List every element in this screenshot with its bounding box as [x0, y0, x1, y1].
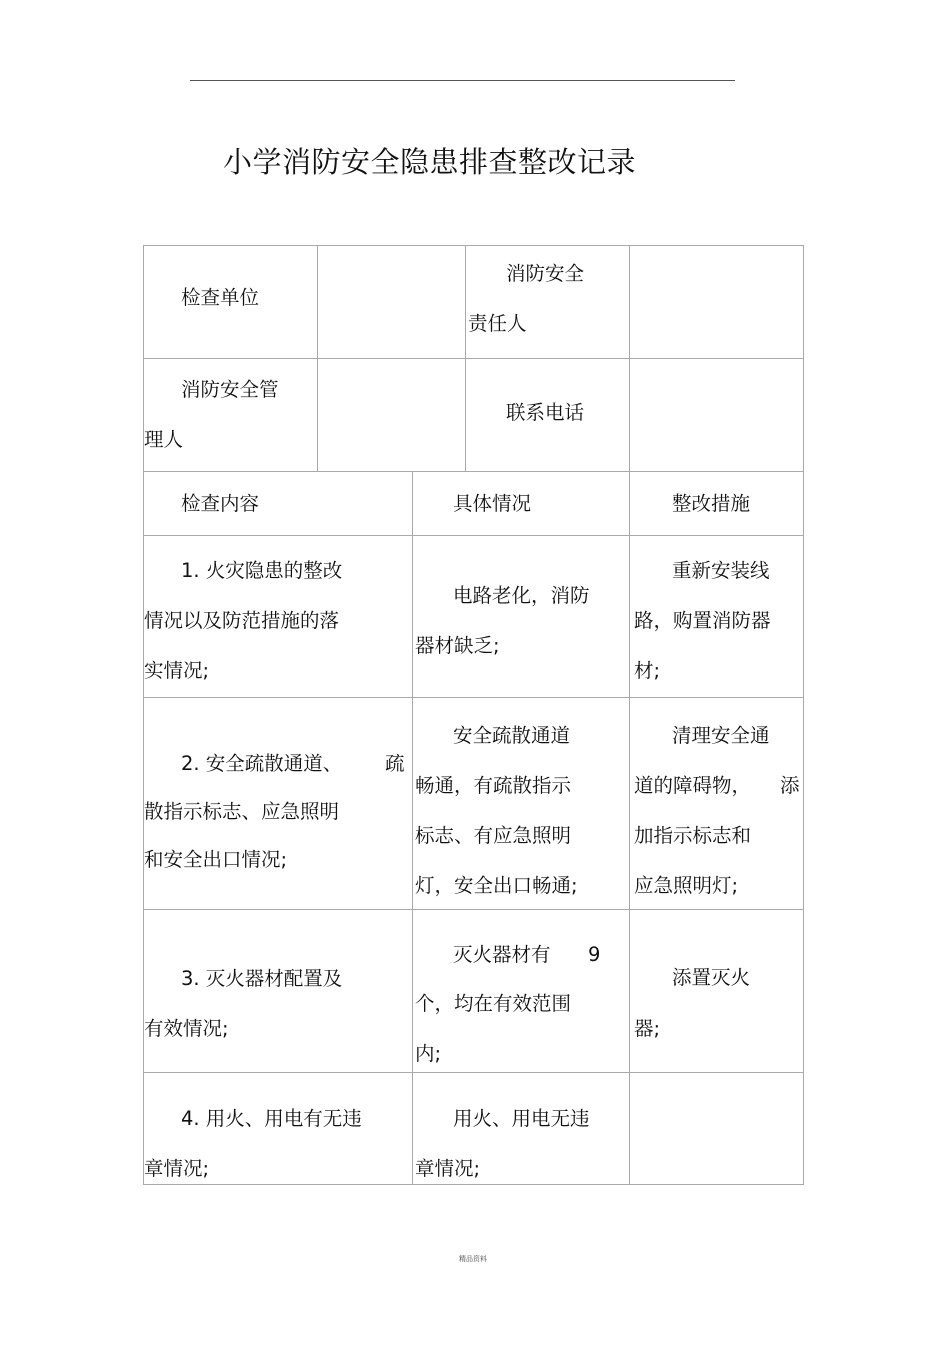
- row-3-situation-line-3: 内;: [415, 1042, 442, 1065]
- column-header-situation-cell: [412, 471, 630, 536]
- phone-label: 联系电话: [506, 401, 585, 424]
- table-row-3-content-cell: [143, 909, 413, 1073]
- table-row-4-content-cell: [143, 1072, 413, 1185]
- row-4-situation-line-1: 用火、用电无违: [453, 1107, 590, 1130]
- row-1-content-line-3: 实情况;: [144, 659, 210, 682]
- row-2-content-line-1-end: 疏: [385, 752, 405, 775]
- row-1-situation-line-2: 器材缺乏;: [415, 634, 500, 657]
- row-3-measure-line-2: 器;: [634, 1017, 661, 1040]
- unit-label: 检查单位: [181, 286, 260, 309]
- table-row-1-measure-cell: [629, 535, 804, 698]
- row-4-situation-line-2: 章情况;: [415, 1157, 481, 1180]
- column-header-measure-cell: [629, 471, 804, 536]
- table-row-2-situation-cell: [412, 697, 630, 910]
- row-1-measure-line-2: 路，购置消防器: [634, 609, 771, 632]
- row-3-situation-line-2: 个，均在有效范围: [415, 992, 572, 1015]
- row-2-situation-line-3: 标志、有应急照明: [415, 824, 572, 847]
- column-header-content-cell: [143, 471, 413, 536]
- row-3-situation-line-1: 灭火器材有: [453, 943, 551, 966]
- row-3-measure-line-1: 添置灭火: [672, 966, 751, 989]
- row-4-content-line-2: 章情况;: [144, 1157, 210, 1180]
- responsible-person-label-cell: [465, 245, 630, 359]
- row-1-measure-line-1: 重新安装线: [672, 559, 770, 582]
- table-row-1-situation-cell: [412, 535, 630, 698]
- column-header-measure: 整改措施: [672, 492, 751, 515]
- row-2-situation-line-4: 灯，安全出口畅通;: [415, 874, 578, 897]
- document-title: 小学消防安全隐患排查整改记录: [223, 145, 637, 179]
- row-3-situation-line-1-end: 9: [588, 943, 601, 966]
- row-1-situation-line-1: 电路老化，消防: [453, 584, 590, 607]
- row-2-content-line-1: 2. 安全疏散通道、: [181, 752, 343, 775]
- unit-value-cell: [317, 245, 466, 359]
- table-row-1-content-cell: [143, 535, 413, 698]
- table-row-3-situation-cell: [412, 909, 630, 1073]
- phone-label-cell: [465, 358, 630, 472]
- top-rule: [190, 80, 735, 81]
- table-row-2-content-cell: [143, 697, 413, 910]
- row-2-situation-line-2: 畅通，有疏散指示: [415, 774, 572, 797]
- column-header-content: 检查内容: [181, 492, 260, 515]
- table-row-2-measure-cell: [629, 697, 804, 910]
- row-2-situation-line-1: 安全疏散通道: [453, 724, 571, 747]
- row-2-measure-line-2: 道的障碍物，: [634, 774, 752, 797]
- row-2-content-line-3: 和安全出口情况;: [144, 848, 288, 871]
- row-2-measure-line-4: 应急照明灯;: [634, 874, 739, 897]
- row-1-content-line-2: 情况以及防范措施的落: [144, 609, 340, 632]
- row-2-measure-line-3: 加指示标志和: [634, 824, 752, 847]
- manager-label-cell: [143, 358, 318, 472]
- row-4-content-line-1: 4. 用火、用电有无违: [181, 1107, 362, 1130]
- responsible-person-value-cell: [629, 245, 804, 359]
- row-1-measure-line-3: 材;: [634, 659, 661, 682]
- table-row-3-measure-cell: [629, 909, 804, 1073]
- row-2-measure-line-2-end: 添: [780, 774, 800, 797]
- row-3-content-line-2: 有效情况;: [144, 1017, 229, 1040]
- row-3-content-line-1: 3. 灭火器材配置及: [181, 967, 343, 990]
- manager-label-line-2: 理人: [144, 428, 184, 451]
- footer-note: 精品资料: [459, 1255, 487, 1263]
- column-header-situation: 具体情况: [453, 492, 532, 515]
- row-1-content-line-1: 1. 火灾隐患的整改: [181, 559, 343, 582]
- unit-label-cell: [143, 245, 318, 359]
- responsible-person-label-line-1: 消防安全: [506, 262, 585, 285]
- table-row-4-measure-cell: [629, 1072, 804, 1185]
- row-2-measure-line-1: 清理安全通: [672, 724, 770, 747]
- row-2-content-line-2: 散指示标志、应急照明: [144, 800, 340, 823]
- table-row-4-situation-cell: [412, 1072, 630, 1185]
- responsible-person-label-line-2: 责任人: [468, 312, 527, 335]
- phone-value-cell: [629, 358, 804, 472]
- manager-label-line-1: 消防安全管: [181, 378, 279, 401]
- manager-value-cell: [317, 358, 466, 472]
